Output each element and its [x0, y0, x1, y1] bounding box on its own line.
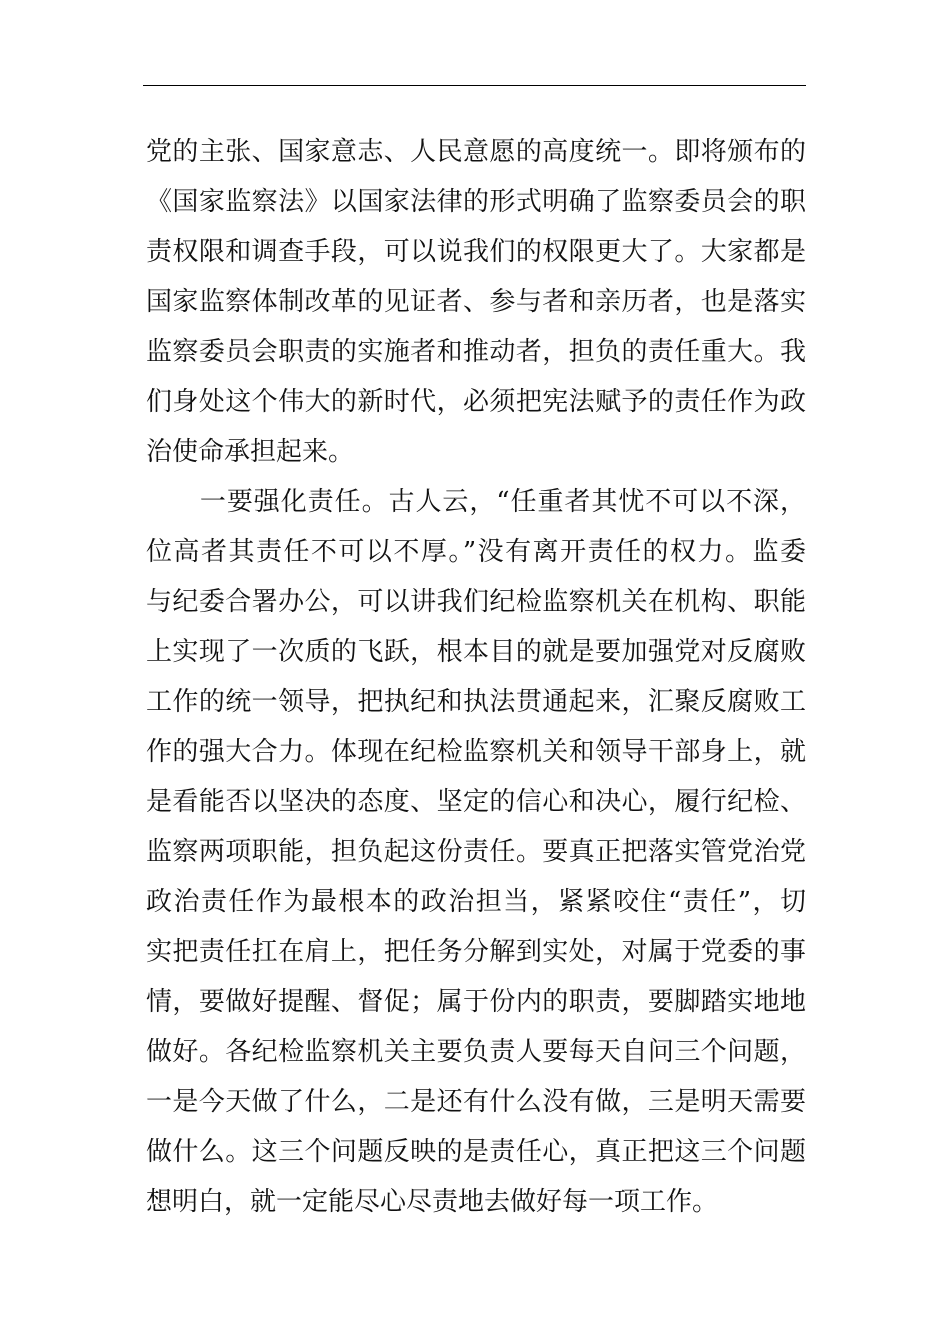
text-line: 《国家监察法》以国家法律的形式明确了监察委员会的职 — [146, 187, 806, 217]
text-line: 做什么。这三个问题反映的是责任心，真正把这三个问题 — [146, 1137, 806, 1167]
text-line: 监察两项职能，担负起这份责任。要真正把落实管党治党 — [146, 837, 806, 867]
body-text — [146, 127, 806, 1227]
text-line: 是看能否以坚决的态度、坚定的信心和决心，履行纪检、 — [146, 787, 806, 817]
text-line: 们身处这个伟大的新时代，必须把宪法赋予的责任作为政 — [146, 387, 806, 417]
text-line: 作的强大合力。体现在纪检监察机关和领导干部身上，就 — [146, 737, 806, 767]
text-line: 一要强化责任。古人云，“任重者其忧不可以不深， — [146, 487, 806, 517]
text-line: 一是今天做了什么，二是还有什么没有做，三是明天需要 — [146, 1087, 806, 1117]
text-line: 做好。各纪检监察机关主要负责人要每天自问三个问题， — [146, 1037, 806, 1067]
text-line: 情，要做好提醒、督促；属于份内的职责，要脚踏实地地 — [146, 987, 806, 1017]
text-line: 责权限和调查手段，可以说我们的权限更大了。大家都是 — [146, 237, 806, 267]
header-rule — [143, 85, 806, 86]
text-line: 位高者其责任不可以不厚。”没有离开责任的权力。监委 — [146, 537, 806, 567]
text-line: 政治责任作为最根本的政治担当，紧紧咬住“责任”，切 — [146, 887, 806, 917]
text-line: 上实现了一次质的飞跃，根本目的就是要加强党对反腐败 — [146, 637, 806, 667]
text-line: 工作的统一领导，把执纪和执法贯通起来，汇聚反腐败工 — [146, 687, 806, 717]
text-line: 监察委员会职责的实施者和推动者，担负的责任重大。我 — [146, 337, 806, 367]
text-line: 国家监察体制改革的见证者、参与者和亲历者，也是落实 — [146, 287, 806, 317]
text-line: 想明白，就一定能尽心尽责地去做好每一项工作。 — [146, 1187, 719, 1217]
text-line: 党的主张、国家意志、人民意愿的高度统一。即将颁布的 — [146, 137, 806, 167]
text-line: 实把责任扛在肩上，把任务分解到实处，对属于党委的事 — [146, 937, 806, 967]
text-line: 与纪委合署办公，可以讲我们纪检监察机关在机构、职能 — [146, 587, 806, 617]
text-line: 治使命承担起来。 — [146, 437, 355, 467]
